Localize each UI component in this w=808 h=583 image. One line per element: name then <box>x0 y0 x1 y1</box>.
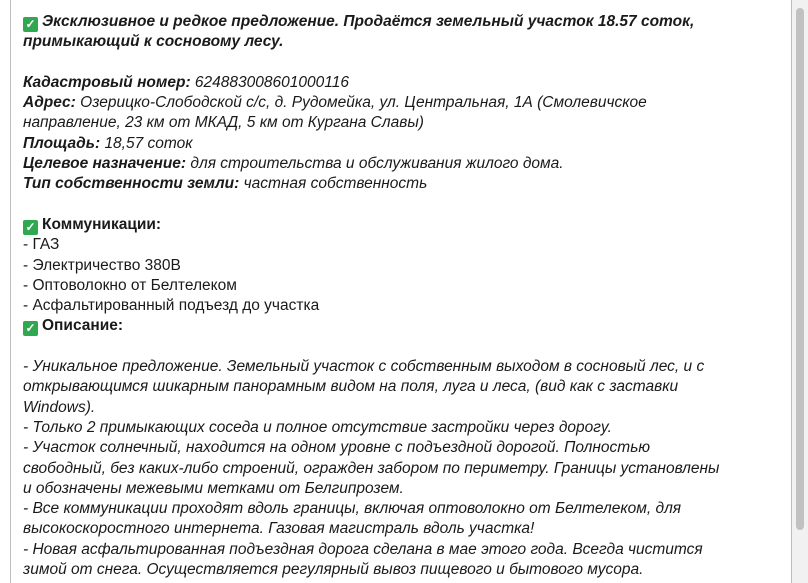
headline <box>23 12 783 32</box>
address-value-2: направление, 23 км от МКАД, 5 км от Кургана Славы) <box>23 114 424 132</box>
list-item: - ГАЗ <box>23 236 60 254</box>
list-item: - Асфальтированный подъезд до участка <box>23 297 320 315</box>
area-row <box>23 134 783 154</box>
cadastral-value: 624883008601000116 <box>194 73 349 91</box>
purpose-row <box>23 154 783 174</box>
ownership-value: частная собственность <box>243 175 428 193</box>
description-line: - Новая асфальтированная подъездная дорога сделана в мае этого года. Всегда чистится <box>23 540 703 558</box>
utilities-heading: ✓ Коммуникации: <box>23 215 783 235</box>
description-line: - Только 2 примыкающих соседа и полное отсутствие застройки через дорогу. <box>23 418 612 436</box>
check-mark-icon: ✓ <box>23 220 38 235</box>
description-line: - Участок солнечный, находится на одном уровне с подъездной дорогой. Полностью <box>23 439 651 457</box>
vertical-scrollbar[interactable] <box>792 0 808 583</box>
cadastral-label: Кадастровый номер: <box>23 73 191 91</box>
description-line: - Все коммуникации проходят вдоль границы, включая оптоволокно от Белтелеком, для <box>23 500 682 518</box>
area-label: Площадь: <box>23 134 101 152</box>
address-value-1: Озерицко-Слободской с/с, д. Рудомейка, ул. Центральная, 1А (Смолевичское <box>80 94 647 112</box>
listing-panel <box>10 0 792 583</box>
description-line: открывающимся шикарным панорамным видом на поля, луга и леса, (вид как с заставки <box>23 378 679 396</box>
listing-text <box>23 12 783 580</box>
cadastral-row <box>23 73 783 93</box>
ownership-row <box>23 174 783 194</box>
check-mark-icon: ✓ <box>23 17 38 32</box>
list-item: - Электричество 380В <box>23 256 181 274</box>
description-line: высокоскоростного интернета. Газовая магистраль вдоль участка! <box>23 520 535 538</box>
description-line: зимой от снега. Осуществляется регулярный вывоз пищевого и бытового мусора. <box>23 561 644 579</box>
purpose-label: Целевое назначение: <box>23 155 187 173</box>
address-label: Адрес: <box>23 94 76 112</box>
description-line: свободный, без каких-либо строений, огражден забором по периметру. Границы установлены <box>23 459 720 477</box>
list-item: - Оптоволокно от Белтелеком <box>23 276 237 294</box>
headline-line-2: примыкающий к сосновому лесу. <box>23 33 284 51</box>
check-mark-icon: ✓ <box>23 321 38 336</box>
ownership-label: Тип собственности земли: <box>23 175 240 193</box>
area-value: 18,57 соток <box>104 134 193 152</box>
address-row <box>23 93 783 113</box>
description-line: - Уникальное предложение. Земельный участок с собственным выходом в сосновый лес, и с <box>23 358 705 376</box>
headline-line-1: Эксклюзивное и редкое предложение. Продаётся земельный участок 18.57 соток, <box>42 13 695 30</box>
description-line: Windows). <box>23 398 96 416</box>
scrollbar-thumb[interactable] <box>796 8 804 530</box>
purpose-value: для строительства и обслуживания жилого дома. <box>190 155 564 173</box>
description-heading: ✓ Описание: <box>23 316 783 336</box>
description-line: и обозначены межевыми метками от Белгипрозем. <box>23 479 404 497</box>
